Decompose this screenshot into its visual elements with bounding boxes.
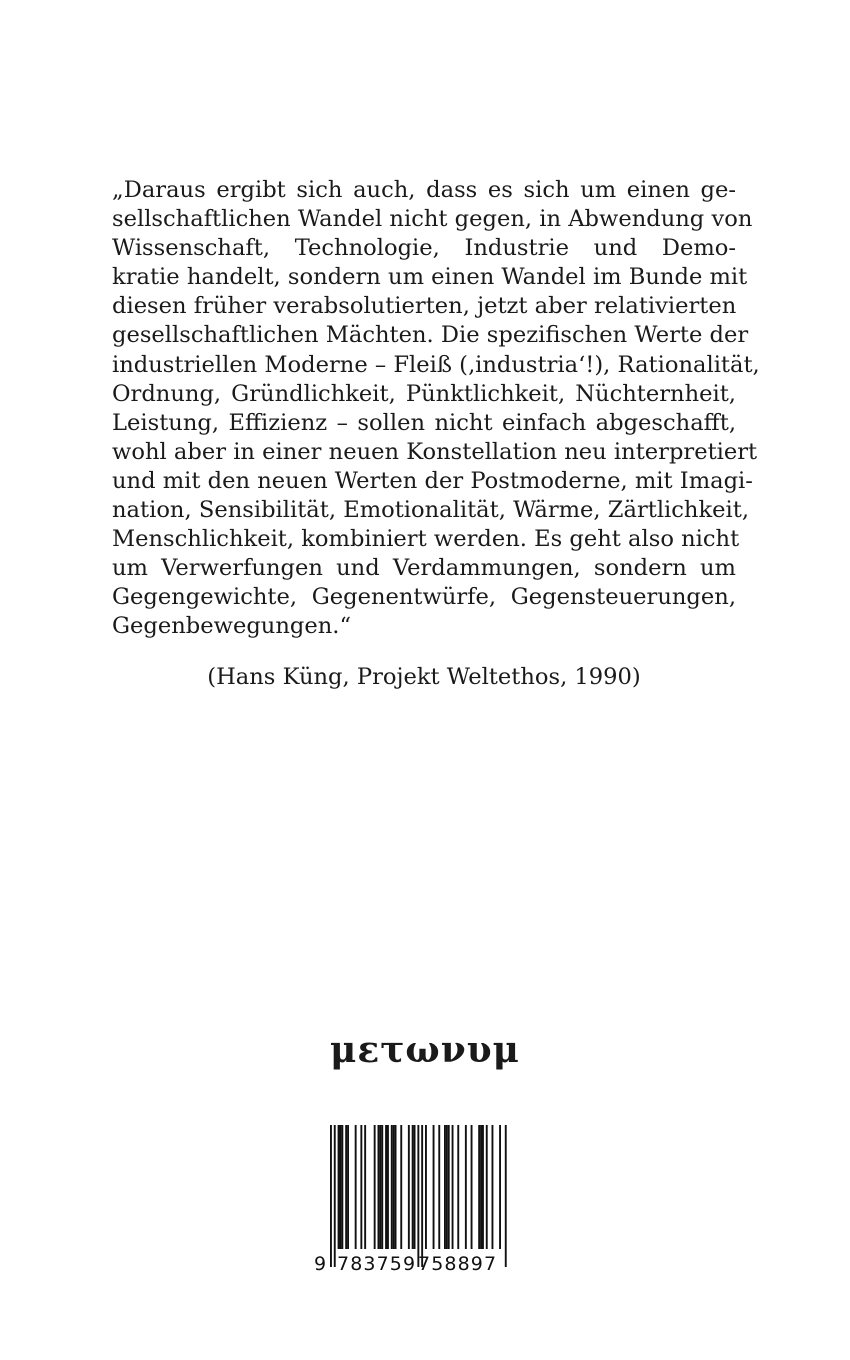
barcode-bar xyxy=(480,1125,482,1249)
quote-line: Leistung, Effizienz – sollen nicht einfach abgeschafft, xyxy=(112,409,736,436)
barcode-guard-bar xyxy=(334,1125,336,1267)
barcode-right-digits: 758897 xyxy=(418,1253,498,1275)
isbn-barcode xyxy=(310,1119,508,1275)
barcode-bar xyxy=(412,1125,414,1249)
barcode-bar xyxy=(499,1125,501,1249)
quote-attribution: (Hans Küng, Projekt Weltethos, 1990) xyxy=(207,664,641,690)
barcode-guard-bar xyxy=(330,1125,332,1267)
quote-block xyxy=(112,176,760,642)
quote-line: sellschaftlichen Wandel nicht gegen, in Abwendung von xyxy=(112,206,753,233)
barcode-bar xyxy=(391,1125,393,1249)
barcode-bar xyxy=(341,1125,343,1249)
barcode-bar xyxy=(414,1125,416,1249)
quote-line: Menschlichkeit, kombiniert werden. Es geht also nicht xyxy=(112,526,740,553)
barcode-left-digits: 783759 xyxy=(337,1253,417,1275)
barcode-bar xyxy=(340,1125,342,1249)
barcode-bar xyxy=(347,1125,349,1249)
barcode-bar xyxy=(364,1125,366,1249)
barcode-bar xyxy=(378,1125,380,1249)
barcode-bar xyxy=(457,1125,459,1249)
barcode-bar xyxy=(379,1125,381,1249)
barcode-guard-bar xyxy=(417,1125,419,1267)
barcode-bar xyxy=(338,1125,340,1249)
quote-line: und mit den neuen Werten der Postmoderne, mit Imagi- xyxy=(112,467,753,494)
barcode-bar xyxy=(408,1125,410,1249)
barcode-bar xyxy=(446,1125,448,1249)
barcode-bar xyxy=(400,1125,402,1249)
barcode-bar xyxy=(393,1125,395,1249)
barcode-guard-bar xyxy=(505,1125,507,1267)
quote-line: diesen früher verabsolutierten, jetzt aber relativierten xyxy=(112,293,737,320)
quote-line: Gegengewichte, Gegenentwürfe, Gegensteuerungen, xyxy=(112,584,736,611)
barcode-bar xyxy=(385,1125,387,1249)
barcode-bar xyxy=(486,1125,488,1249)
barcode-bars xyxy=(310,1119,508,1275)
barcode-bar xyxy=(444,1125,446,1249)
barcode-digits xyxy=(310,1253,508,1275)
quote-line: industriellen Moderne – Fleiß (‚industria‘!), Rationalität, xyxy=(112,351,760,378)
quote-line: Wissenschaft, Technologie, Industrie und Demo- xyxy=(112,235,736,262)
barcode-bar xyxy=(433,1125,435,1249)
barcode-bar xyxy=(387,1125,389,1249)
barcode-bar xyxy=(374,1125,376,1249)
quote-line: kratie handelt, sondern um einen Wandel im Bunde mit xyxy=(112,264,748,291)
quote-line: Gegenbewegungen.“ xyxy=(112,613,352,640)
barcode-bar xyxy=(452,1125,454,1249)
quote-line: nation, Sensibilität, Emotionalität, Wärme, Zärtlichkeit, xyxy=(112,497,750,524)
barcode-bar xyxy=(425,1125,427,1249)
quote-line: gesellschaftlichen Mächten. Die spezifischen Werte der xyxy=(112,322,749,349)
barcode-bar xyxy=(478,1125,480,1249)
quote-line: um Verwerfungen und Verdammungen, sondern um xyxy=(112,555,736,582)
barcode-bar xyxy=(345,1125,347,1249)
barcode-bar xyxy=(355,1125,357,1249)
barcode-bar xyxy=(360,1125,362,1249)
barcode-bar xyxy=(438,1125,440,1249)
barcode-guard-bar xyxy=(421,1125,423,1267)
barcode-bar xyxy=(471,1125,473,1249)
quote-line: Ordnung, Gründlichkeit, Pünktlichkeit, Nüchternheit, xyxy=(112,380,736,407)
quote-line: wohl aber in einer neuen Konstellation neu interpretiert xyxy=(112,438,758,465)
barcode-bar xyxy=(381,1125,383,1249)
publisher-logo: μετωνυμ xyxy=(329,1029,521,1071)
barcode-bar xyxy=(492,1125,494,1249)
barcode-lead-digit: 9 xyxy=(314,1253,327,1275)
barcode-bar xyxy=(395,1125,397,1249)
barcode-bar xyxy=(465,1125,467,1249)
quote-line: „Daraus ergibt sich auch, dass es sich um einen ge- xyxy=(112,177,736,203)
barcode-bar xyxy=(448,1125,450,1249)
barcode-bar xyxy=(482,1125,484,1249)
